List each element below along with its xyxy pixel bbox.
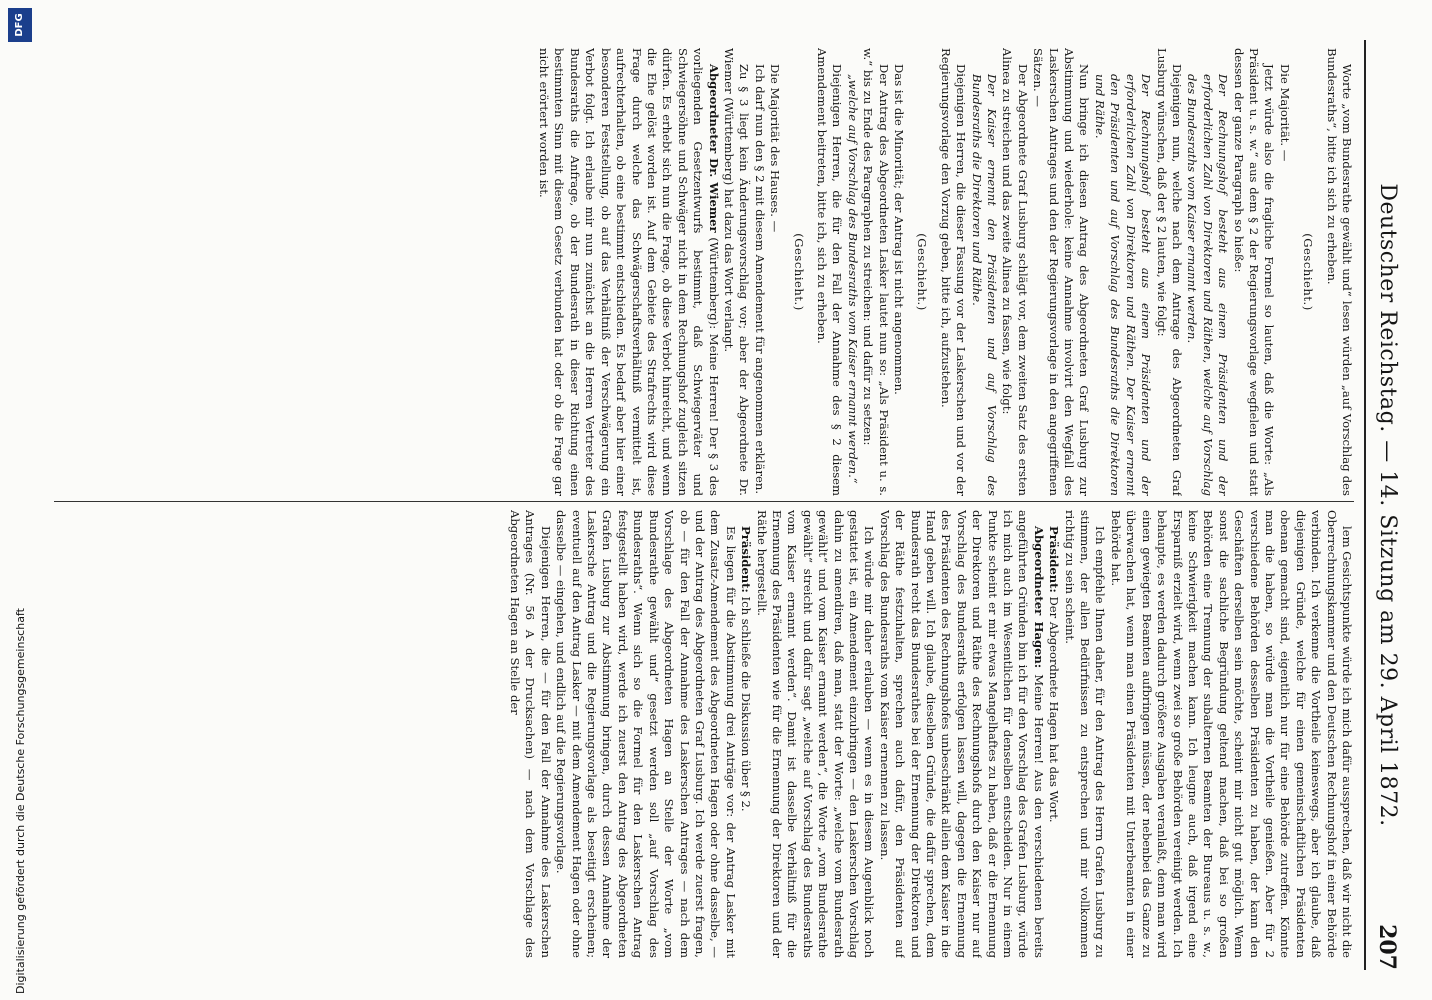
speech-paragraph [738,510,753,958]
speaker-name: Abgeordneter Dr. Wiemer [706,64,721,233]
running-head: Deutscher Reichstag. — 14. Sitzung am 29. April 1872. [1375,183,1400,827]
speaker-name: Präsident: [739,526,754,593]
body-paragraph: Das ist die Minorität; der Antrag ist nicht angenommen. [892,64,907,395]
digitization-credit: Digitalisierung gefördert durch die Deutsche Forschungsgemeinschaft [14,608,27,994]
dfg-logo: DFG [8,8,32,42]
speech-paragraph [876,510,1045,958]
speech-text: Der Abgeordnete Hagen hat das Wort. [1047,596,1062,823]
body-paragraph: Der Abgeordnete Graf Lusburg schlägt vor, dem zweiten Satz des ersten Alinea zu streichen und das zweite Alinea zu fassen, wie folgt: [1000,48,1030,496]
body-paragraph: Diejenigen Herren, die — für den Fall der Annahme des Laskerschen Antrages (Nr. 56 A der Drucksachen) — nach dem Vorschlage des Abgeordneten Hagen an Stelle der [508,510,553,958]
body-paragraph: Diejenigen Herren, die dieser Fassung vor der Laskerschen und vor der Regierungsvorlage den Vorzug geben, bitte ich, aufzustehen. [938,48,969,496]
digitization-footer [0,0,40,1000]
speech-text: Ich schließe die Diskussion über § 2. [739,596,754,812]
body-paragraph: Jetzt würde also die fragliche Formel so lauten, daß die Worte: „Als Präsident u. s. w.“ aus dem § 2 der Regierungsvorlage wegfielen und statt dessen der ganze Paragraph so hieße: [1231,48,1277,496]
body-paragraph: Der Antrag des Abgeordneten Lasker lautet nun so: „Als Präsident u. s. w.“ bis zu Ende des Paragraphen zu streichen: und dafür zu setzen: [861,48,891,496]
body-paragraph: Diejenigen Herren, die für den Fall der Annahme des § 2 diesem Amendement beitreten, bitte ich, sich zu erheben. [815,48,845,496]
body-paragraph: Nun bringe ich diesen Antrag des Abgeordneten Graf Lusburg zur Abstimmung und wiederhole: keine Annahme involvirt den Wegfall des Laskerschen Antrages und den der Regierungsvorlage in den angegriffenen Sätzen. — [1031,48,1092,496]
page-number: 207 [1374,924,1400,970]
body-paragraph: lem Gesichtspunkte würde ich mich dafür aussprechen, daß wir nicht die Oberrechnungskammer und den Deutschen Rechnungshof in einer Behörde verbinden. Ich verkenne die Vortheile keineswegs, aber ich glaube, daß diejenigen Gründe, welche für einen gemeinschaftlichen Präsidenten obenan gemacht sind, eigentlich nur für eine Behörde zutreffen. Könnte man die haben, so würde man die Vortheile genießen. Aber für 2 verschiedene Behörden desselben Präsidenten zu haben, der kann den Geschäften derselben sein möchte, scheint mir nicht gut möglich. Wenn sonst die sachliche Begründung geltend machen, daß bei so großen Behörden eine Trennung der subalternen Beamten der Bureaus u. s. w., keine Schwierigkeit machen kann. Ich leugne auch, daß irgend eine Ersparniß erzielt wird, wenn zwei so große Behörden vereinigt werden. Ich behaupte, es werden dadurch größere Ausgaben veranlaßt, denn man wird einen gewiegten Beamten aufbringen müssen, der nebenbei das Ganze zu überwachen hat, wenn man einen Präsidenten mit Unterbeamten in einer Behörde hat. [1108,510,1354,958]
header-rule [1364,40,1366,970]
right-column [58,510,1354,958]
stage-direction: (Geschieht.) [791,233,806,311]
stage-direction: (Geschieht.) [1301,233,1316,311]
stage-direction: (Geschieht.) [915,233,930,311]
body-paragraph: Es liegen für die Abstimmung drei Anträge vor: der Antrag Lasker mit dem Zusatz-Amendement des Abgeordneten Hagen oder ohne dasselbe, — und der Antrag des Abgeordneten Graf Lusburg. Ich werde zuerst fragen, ob — für den Fall der Annahme des Laskerschen Antrages — nach dem Vorschlage des Abgeordneten Hagen an Stelle der Worte „vom Bundesrathe gewählt und“ gesetzt werden soll „auf Vorschlag des Bundesraths“. Wenn sich so die Formel für den Laskerschen Antrag festgestellt haben wird, werde ich zuerst den Antrag des Abgeordneten Grafen Lusburg zur Abstimmung bringen, durch dessen Annahme der Laskersche Antrag und die Regierungsvorlage als beseitigt erscheinen; eventuell auf den Antrag Lasker — mit dem Amendement Hagen oder ohne dasselbe — eingehen, und endlich auf die Regierungsvorlage. [554,510,738,958]
body-paragraph: Worte „vom Bundesrathe gewählt und“ lesen würden „auf Vorschlag des Bundesraths“, bitte ich sich zu erheben. [1324,48,1354,496]
body-paragraph: Die Majorität des Hauses. — [768,64,783,233]
body-paragraph: Ich darf nun den § 2 mit diesem Amendement für angenommen erklären. [752,64,767,495]
speaker-name: Abgeordneter Hagen: [1031,526,1046,669]
speech-paragraph [536,48,721,496]
quoted-motion: Der Rechnungshof besteht aus einem Präsidenten und der erforderlichen Zahl von Direktoren und Räthen, welche auf Vorschlag des Bundesraths vom Kaiser ernannt werden. [1185,74,1231,496]
body-paragraph: Ich würde mir daher erlauben — wenn es in diesem Augenblick noch gestattet ist, ein Amendement einzubringen — den Laskerschen Vorschlag dahin zu amendiren, daß man, statt der Worte: „welche vom Bundesrath gewählt“ und vom Kaiser ernannt werden“, die Worte „vom Bundesrathe gewählt“ streicht und dafür sagt „welche auf Vorschlag des Bundesraths vom Kaiser ernannt werden“. Damit ist dasselbe Verhältniß für die Ernennung des Präsidenten wie für die Ernennung der Direktoren und der Räthe hergestellt. [754,510,877,958]
column-divider [54,501,1354,502]
speech-text: (Württemberg): Meine Herren! Der § 3 des vorliegenden Gesetzentwurfs bestimmt, daß Schwiegerväter und Schwiegersöhne und Schwäger nicht in dem Rechnungshof zugleich sitzen dürfen. Es erhebt sich nun die Frage, ob diese Verbot hinreicht, und wenn die Ehe gelöst worden ist. Auf dem Gebiete des Strafrechts wird diese Frage durch welche das Schwägerschaftsverhältniß vermittelt ist, aufrechterhalten, ob eine bestimmt entschieden. Es bedarf aber hier einer besonderen Feststellung, ob auf das Verhältniß der Verschwägerung ein Verbot folgt. Ich erlaube mir nun zunächst an die Herren Vertreter des Bundesraths die Anfrage, ob der Bundesrath in dieser Richtung einen bestimmten Sinn mit diesem Gesetz verbunden hat oder ob die Frage gar nicht erörtert worden ist. [537,48,721,496]
page-header [1364,40,1414,970]
body-paragraph: Diejenigen nun, welche nach dem Antrage des Abgeordneten Graf Lusburg wünschen, daß der § 2 lauten, wie folgt: [1154,48,1184,496]
speaker-name: Präsident: [1047,526,1062,593]
body-paragraph: Die Majorität. — [1277,64,1292,162]
quoted-motion: „welche auf Vorschlag des Bundesraths vom Kaiser ernannt werden.“ [845,74,860,484]
speech-text: Meine Herren! Aus den verschiedenen bereits angeführten Gründen bin ich für den Vorschlag des Grafen Lusburg, würde ich mich auch im Wesentlichen für denselben entscheiden. Nur in einem Punkte scheint er mir etwas Mangelhaftes zu haben, daß er die Ernennung der Direktoren und Räthe des Rechnungshofs durch den Kaiser nur auf Vorschlag des Bundesraths erfolgen lassen will, dagegen die Ernennung des Präsidenten des Rechnungshofes unbeschränkt allein dem Kaiser in die Hand geben will. Ich glaube, dieselben Gründe, die dafür sprechen, dem Bundesrath recht das Bundesrathes bei der Ernennung der Direktoren und der Räthe festzuhalten, sprechen auch dafür, den Präsidenten auf Vorschlag des Bundesraths vom Kaiser ernennen zu lassen. [877,510,1046,958]
left-column [58,48,1354,496]
body-paragraph: Zu § 3 liegt kein Änderungsvorschlag vor; aber der Abgeordnete Dr. Wiemer (Württemberg) hat dazu das Wort verlangt. [721,48,752,496]
body-paragraph: Ich empfehle Ihnen daher, für den Antrag des Herrn Grafen Lusburg zu stimmen, der allen Bedürfnissen zu entsprechen und mir vollkommen richtig zu sein scheint. [1062,510,1108,958]
quoted-motion: Der Kaiser ernennt den Präsidenten und auf Vorschlag des Bundesraths die Direktoren und Räthe. [969,74,1000,496]
quoted-motion: Der Rechnungshof besteht aus einem Präsidenten und der erforderlichen Zahl von Direktoren und Räthen. Der Kaiser ernennt den Präsidenten und auf Vorschlag des Bundesraths die Direktoren und Räthe. [1092,74,1154,496]
speech-paragraph [1046,510,1061,958]
